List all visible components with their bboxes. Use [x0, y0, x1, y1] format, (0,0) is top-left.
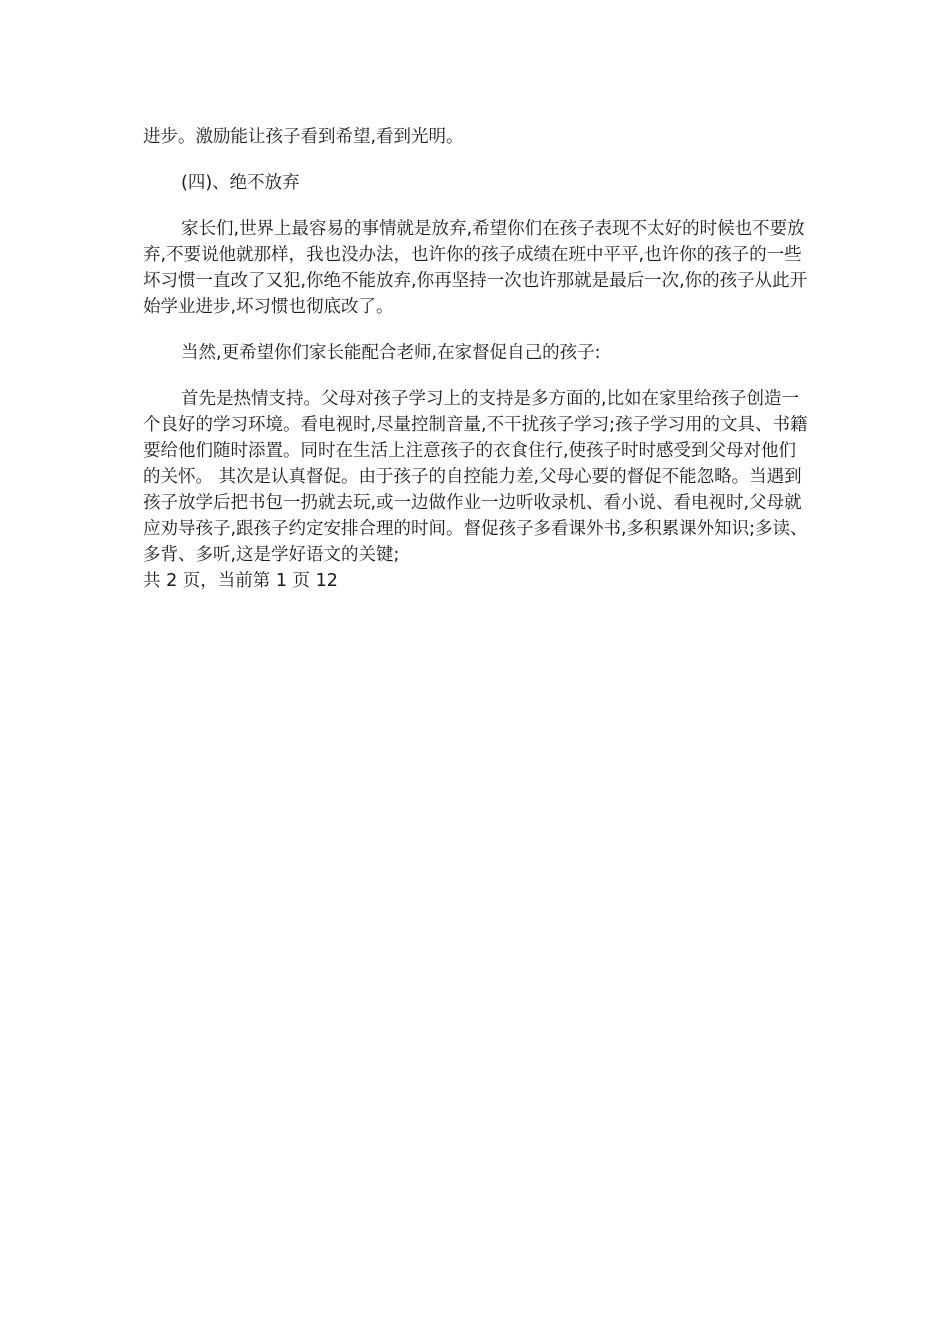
paragraph-4: 当然,更希望你们家长能配合老师,在家督促自己的孩子: [181, 343, 601, 363]
document-body [143, 124, 811, 594]
paragraph-5: 首先是热情支持。父母对孩子学习上的支持是多方面的,比如在家里给孩子创造一个良好的学习环境。看电视时,尽量控制音量,不干扰孩子学习;孩子学习用的文具、书籍要给他们随时添置。同时在生活上注意孩子的衣食住行,使孩子时时感受到父母对他们的关怀。 其次是认真督促。由于孩子的自控能力差,父母心要的督促不能忽略。当遇到孩子放学后把书包一扔就去玩,或一边做作业一边听收录机、看小说、看电视时,父母就应劝导孩子,跟孩子约定安排合理的时间。督促孩子多看课外书,多积累课外知识;多读、多背、多听,这是学好语文的关键; [143, 389, 808, 565]
page-footer: 共 2 页，当前第 1 页 12 [143, 571, 338, 591]
section-heading: (四)、绝不放弃 [181, 173, 300, 193]
paragraph-1: 进步。激励能让孩子看到希望,看到光明。 [143, 127, 464, 147]
paragraph-3: 家长们,世界上最容易的事情就是放弃,希望你们在孩子表现不太好的时候也不要放弃,不要说他就那样，我也没办法，也许你的孩子成绩在班中平平,也许你的孩子的一些坏习惯一直改了又犯,你绝不能放弃,你再坚持一次也许那就是最后一次,你的孩子从此开始学业进步,坏习惯也彻底改了。 [143, 219, 808, 317]
